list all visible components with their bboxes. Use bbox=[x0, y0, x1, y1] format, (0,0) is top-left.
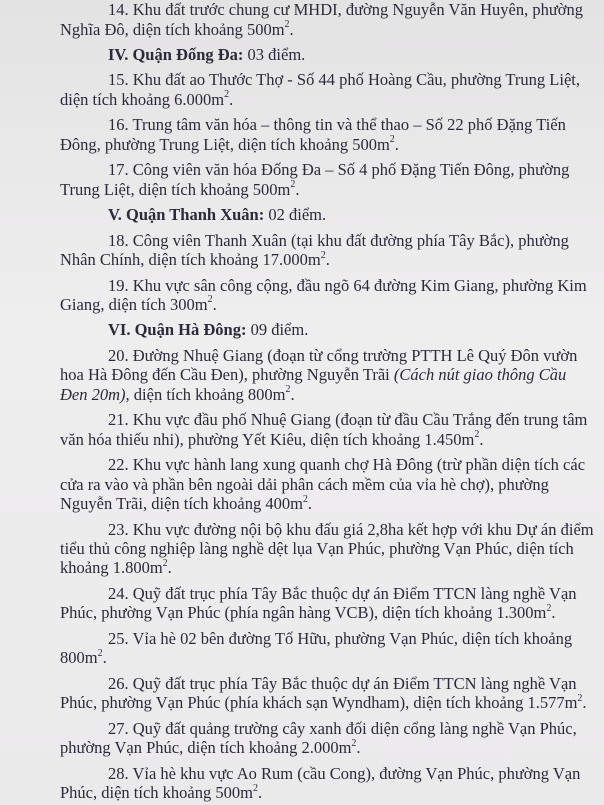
item-15-line-1: 15. Khu đất ao Thước Thợ - Số 44 phố Hoàng Cầu, phường Trung Liệt, bbox=[108, 70, 580, 90]
item-19-line-1: 19. Khu vực sân công cộng, đầu ngõ 64 đường Kim Giang, phường Kim bbox=[108, 275, 587, 295]
item-24-line-1: 24. Quỹ đất trục phía Tây Bắc thuộc dự án Điểm TTCN làng nghề Vạn bbox=[108, 583, 577, 603]
item-28-line-1: 28. Vỉa hè khu vực Ao Rum (cầu Cong), đường Vạn Phúc, phường Vạn bbox=[108, 763, 581, 783]
item-23-line-3: khoảng $1.800m^2$. bbox=[60, 557, 172, 578]
item-23-line-1: 23. Khu vực đường nội bộ khu đấu giá 2,8ha kết hợp với khu Dự án điểm bbox=[108, 519, 594, 539]
item-20-line-2: hoa Hà Đông đến Cầu Đen), phường Nguyễn Trãi (Cách nút giao thông Cầu bbox=[60, 365, 567, 385]
item-22-line-3: Nguyễn Trãi, diện tích khoảng $400m^2$. bbox=[60, 493, 313, 514]
item-24-line-2: Phúc, phường Vạn Phúc (phía ngân hàng VCB), diện tích khoảng $1.300m^2$. bbox=[60, 602, 556, 623]
item-23-line-2: tiểu thủ công nghiệp làng nghề dệt lụa Vạn Phúc, phường Vạn Phúc, diện tích bbox=[60, 539, 574, 558]
section-heading-ha-dong: VI. Quận Hà Đông: 09 điểm. bbox=[108, 320, 309, 340]
item-21-line-2: văn hóa thiếu nhi), phường Yết Kiêu, diện tích khoảng $1.450m^2$. bbox=[60, 429, 484, 449]
item-15-line-2: diện tích khoảng $6.000m^2$. bbox=[60, 89, 234, 109]
item-14-line-2: Nghĩa Đô, diện tích khoảng $500m^2$. bbox=[60, 19, 294, 39]
item-25-line-2: $800m^2$. bbox=[60, 647, 107, 668]
item-21-line-1: 21. Khu vực đầu phố Nhuệ Giang (đoạn từ đầu Cầu Trắng đến trung tâm bbox=[108, 410, 588, 430]
item-27-line-2: phường Vạn Phúc, diện tích khoảng $2.000m^2$. bbox=[60, 737, 361, 758]
item-17-line-1: 17. Công viên văn hóa Đống Đa – Số 4 phố Đặng Tiến Đông, phường bbox=[108, 160, 570, 180]
item-18-line-2: Nhân Chính, diện tích khoảng $17.000m^2$. bbox=[60, 249, 330, 269]
item-22-line-1: 22. Khu vực hành lang xung quanh chợ Hà Đông (trừ phần diện tích các bbox=[108, 455, 586, 475]
item-27-line-1: 27. Quỹ đất quảng trường cây xanh đối diện cổng làng nghề Vạn Phúc, bbox=[108, 718, 577, 738]
item-20-line-1: 20. Đường Nhuệ Giang (đoạn từ cổng trường PTTH Lê Quý Đôn vườn bbox=[108, 345, 578, 365]
item-18-line-1: 18. Công viên Thanh Xuân (tại khu đất đường phía Tây Bắc), phường bbox=[108, 230, 569, 250]
item-19-line-2: Giang, diện tích $300m^2$. bbox=[60, 294, 217, 314]
item-20-line-3: Đen 20m), diện tích khoảng $800m^2$. bbox=[60, 384, 295, 404]
item-17-line-2: Trung Liệt, diện tích khoảng $500m^2$. bbox=[60, 179, 300, 199]
item-26-line-2: Phúc, phường Vạn Phúc (phía khách sạn Wyndham), diện tích khoảng $1.577m^2$. bbox=[60, 692, 587, 713]
item-14-line-1: 14. Khu đất trước chung cư MHDI, đường Nguyễn Văn Huyên, phường bbox=[108, 0, 583, 19]
item-25-line-1: 25. Vỉa hè 02 bên đường Tố Hữu, phường Vạn Phúc, diện tích khoảng bbox=[108, 628, 573, 648]
item-16-line-1: 16. Trung tâm văn hóa – thông tin và thể thao – Số 22 phố Đặng Tiến bbox=[108, 115, 566, 135]
section-heading-dong-da: IV. Quận Đống Đa: 03 điểm. bbox=[108, 44, 306, 64]
item-22-line-2: cửa ra vào và phần bên ngoài dải phân cách mềm của vỉa hè chợ), phường bbox=[60, 474, 549, 494]
section-heading-thanh-xuan: V. Quận Thanh Xuân: 02 điểm. bbox=[108, 205, 327, 225]
item-26-line-1: 26. Quỹ đất trục phía Tây Bắc thuộc dự án Điểm TTCN làng nghề Vạn bbox=[108, 673, 577, 693]
item-16-line-2: Đông, phường Trung Liệt, diện tích khoảng $500m^2$. bbox=[60, 134, 399, 154]
item-28-line-2: Phúc, diện tích khoảng $500m^2$. bbox=[60, 782, 263, 802]
